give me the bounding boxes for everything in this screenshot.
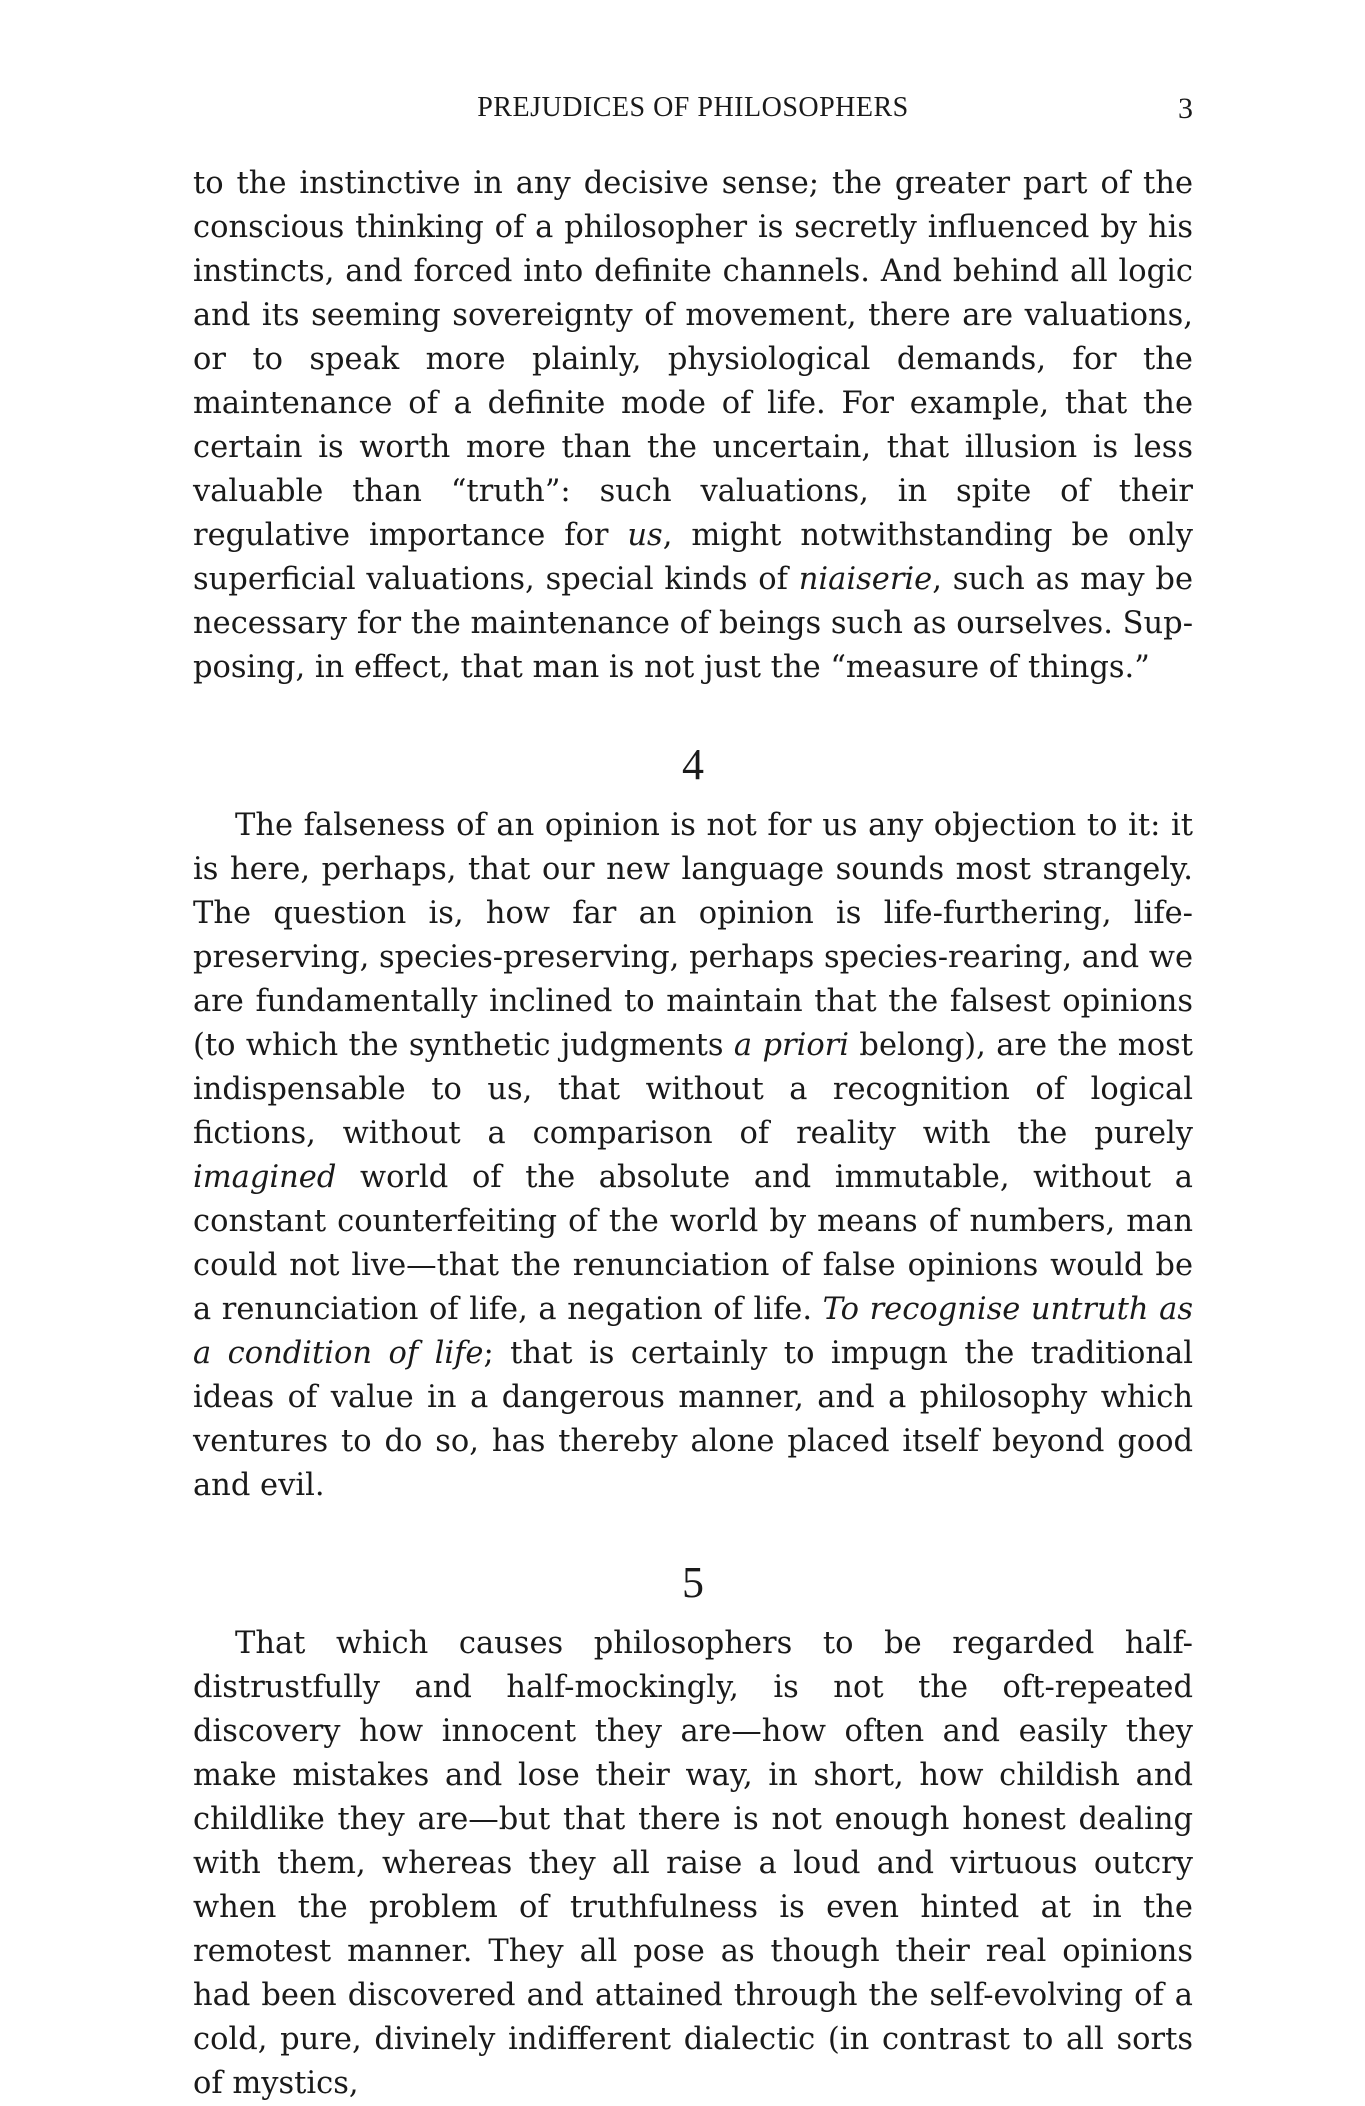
text-run: ; that is certainly to impugn the traditional ideas of value in a dangerous manner, and a philosophy which ventures to do so, has thereby alone placed itself beyond good and evil.	[193, 1336, 1194, 1503]
book-page	[193, 92, 1193, 2106]
text-run: world of the absolute and immutable, without a constant counterfeiting of the world by means of numbers, man could not live—that the renunciation of false opinions would be a renunciation of life, a negation of life.	[193, 1160, 1193, 1327]
text-run: to the instinctive in any decisive sense; the greater part of the conscious thinking of a philosopher is secretly influenced by his instincts, and forced into definite channels. And behind all logic and its seeming sovereignty of movement, there are valuations, or to speak more plainly, physiological demands, for the maintenance of a definite mode of life. For example, that the certain is worth more than the uncertain, that illusion is less valuable than “truth”: such valuations, in spite of their regulative importance for	[193, 166, 1193, 553]
text-run: belong), are the most indispensable to us, that without a recognition of logical fictions, without a comparison of reality with the purely	[193, 1028, 1193, 1151]
text-run: That which causes philosophers to be regarded half-distrustfully and half-mockingly, is not the oft-repeated discovery how innocent they are—how often and easily they make mistakes and lose their way, in short, how childish and childlike they are—but that there is not enough honest dealing with them, whereas they all raise a loud and virtuous outcry when the problem of truthfulness is even hinted at in the remotest manner. They all pose as though their real opinions had been discovered and attained through the self-evolving of a cold, pure, divinely indifferent dialectic (in contrast to all sorts of mystics,	[193, 1626, 1193, 2101]
running-header	[193, 92, 1193, 132]
italic-text: imagined	[193, 1160, 337, 1195]
section-paragraph	[193, 804, 1193, 1508]
text-run: The falseness of an opinion is not for us any objection to it: it is here, perhaps, that our new language sounds most strangely. The question is, how far an opinion is life-furthering, life-preserving, species-preserving, perhaps species-rearing, and we are fundamentally inclined to maintain that the falsest opinions (to which the synthetic judgments	[193, 808, 1193, 1063]
section-number: 5	[682, 1558, 704, 1607]
running-title: PREJUDICES OF PHILOSOPHERS	[477, 92, 909, 123]
text-run: , such as may be necessary for the maintenance of beings such as ourselves. Supposing, in effect, that man is not just the “measure of things.”	[193, 562, 1193, 685]
italic-text: a priori	[733, 1028, 850, 1063]
section-paragraph	[193, 1622, 1193, 2106]
text-run: , might notwithstanding be only superficial valuations, special kinds of	[193, 518, 1193, 597]
body-text	[193, 162, 1193, 2106]
italic-text: niaiserie	[798, 562, 933, 597]
section-paragraph	[193, 162, 1193, 690]
italic-text: To recognise untruth as a condition of life	[193, 1292, 1193, 1371]
page-number: 3	[1178, 92, 1193, 125]
italic-text: us	[627, 518, 663, 553]
section-number: 4	[682, 740, 704, 789]
